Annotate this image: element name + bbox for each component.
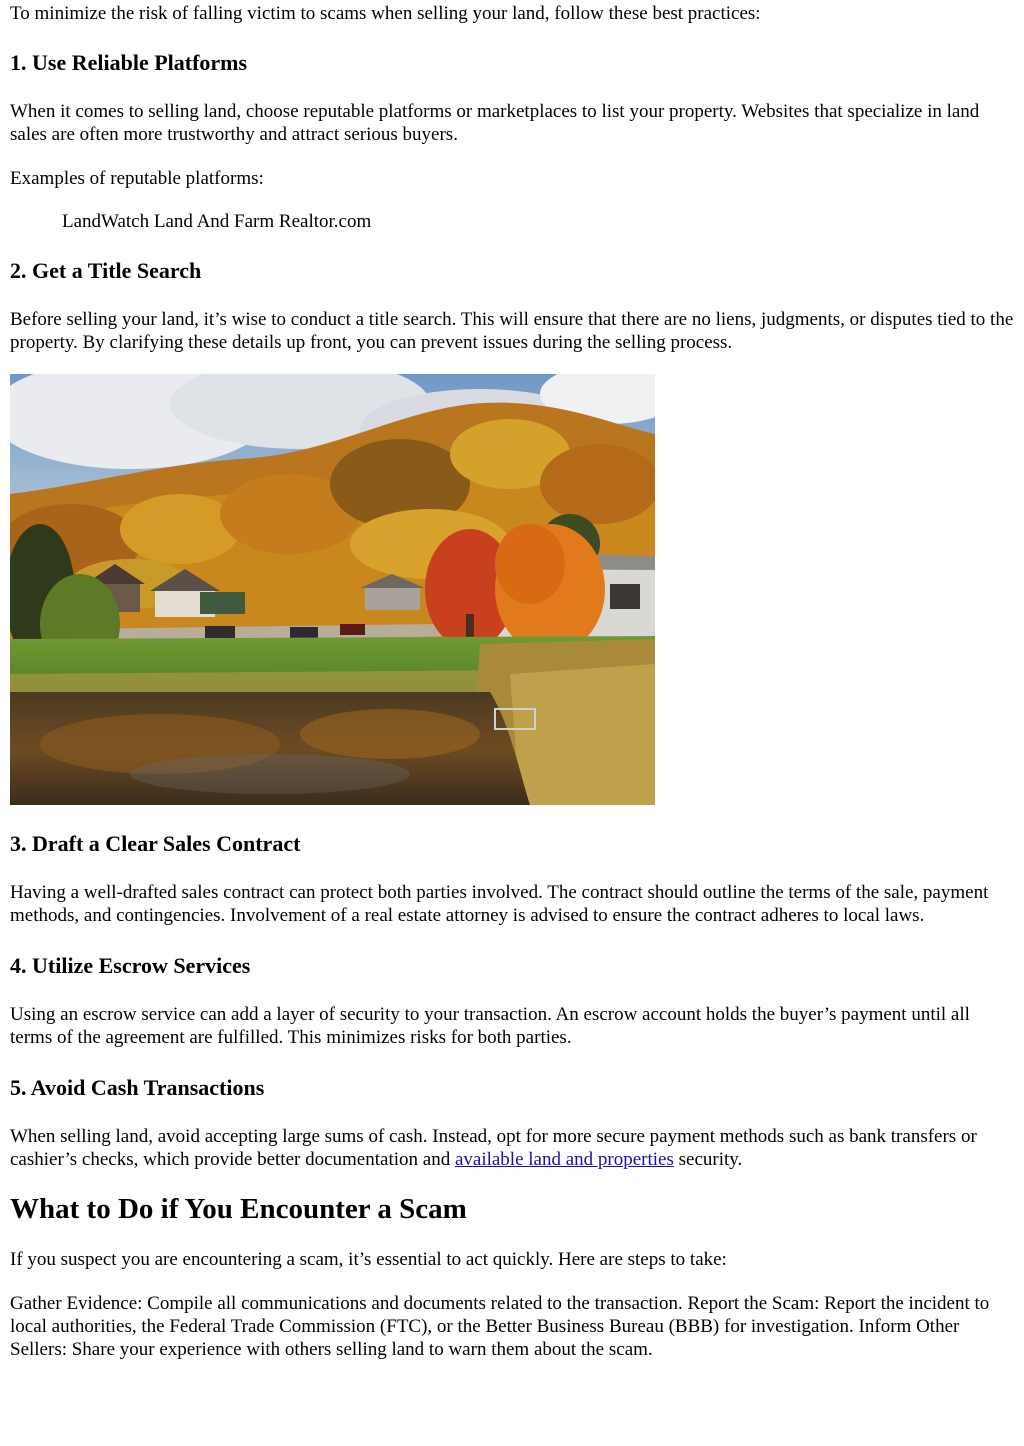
scam-section-heading: What to Do if You Encounter a Scam	[10, 1193, 467, 1225]
section-5-body-start: When selling land, avoid accepting large sums of cash. Instead, opt for more secure payment methods such as bank transfers or cashier’s checks, which provide better documentation and	[10, 1126, 977, 1170]
section-4-heading: 4. Utilize Escrow Services	[10, 953, 251, 978]
section-2-heading: 2. Get a Title Search	[10, 258, 202, 283]
intro-paragraph: To minimize the risk of falling victim to scams when selling your land, follow these best practices:	[10, 3, 761, 24]
examples-list: LandWatch Land And Farm Realtor.com	[62, 211, 372, 232]
section-5-body-end: security.	[673, 1149, 743, 1170]
section-2-body: Before selling your land, it’s wise to conduct a title search. This will ensure that there are no liens, judgments, or disputes tied to the property. By clarifying these details up front, you can prevent issues during the selling process.	[10, 309, 1014, 353]
available-land-link[interactable]: available land and properties	[454, 1149, 674, 1170]
section-5-heading: 5. Avoid Cash Transactions	[10, 1075, 265, 1100]
section-3-heading: 3. Draft a Clear Sales Contract	[10, 831, 301, 856]
section-1-heading: 1. Use Reliable Platforms	[10, 50, 248, 75]
section-5-body	[10, 1125, 1016, 1171]
examples-label: Examples of reputable platforms:	[10, 168, 264, 189]
scam-section-intro: If you suspect you are encountering a scam, it’s essential to act quickly. Here are steps to take:	[10, 1249, 727, 1270]
section-1-body: When it comes to selling land, choose reputable platforms or marketplaces to list your property. Websites that specialize in land sales are often more trustworthy and attract serious buyers.	[10, 101, 980, 145]
section-4-body: Using an escrow service can add a layer of security to your transaction. An escrow account holds the buyer’s payment until all terms of the agreement are fulfilled. This minimizes risks for both parties.	[10, 1004, 970, 1048]
autumn-village-pond-photo	[10, 374, 655, 805]
article	[10, 0, 1016, 1361]
scam-section-steps: Gather Evidence: Compile all communications and documents related to the transaction. Report the Scam: Report the incident to local authorities, the Federal Trade Commission (FTC), or the Better Business Bureau (BBB) for investigation. Inform Other Sellers: Share your experience with others selling land to warn them about the scam.	[10, 1293, 990, 1360]
section-3-body: Having a well-drafted sales contract can protect both parties involved. The contract should outline the terms of the sale, payment methods, and contingencies. Involvement of a real estate attorney is advised to ensure the contract adheres to local laws.	[10, 882, 989, 926]
